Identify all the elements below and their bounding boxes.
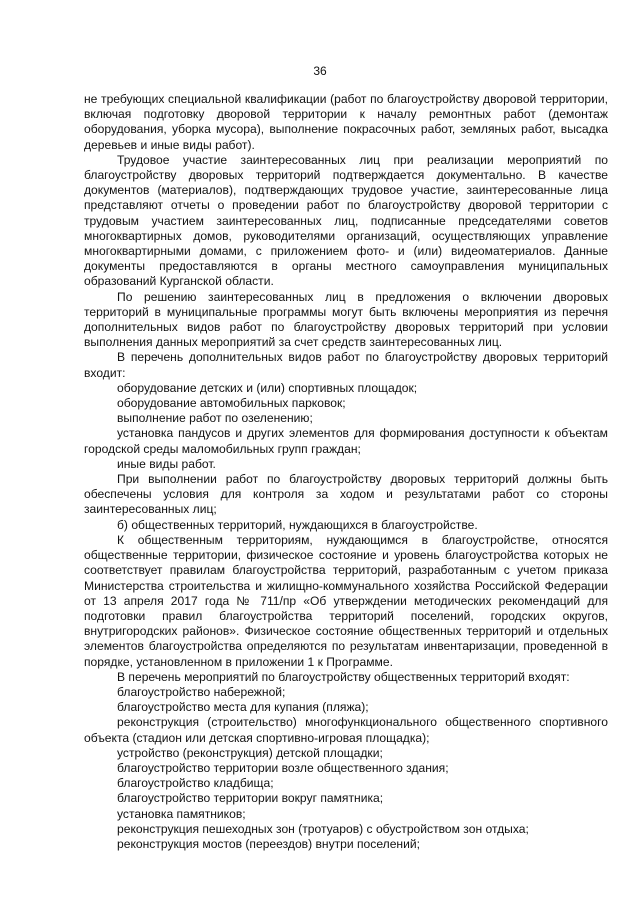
list-item: благоустройство территории вокруг памятника; — [117, 791, 384, 806]
list-item: благоустройство кладбища; — [117, 776, 274, 791]
list-item: иные виды работ. — [117, 456, 216, 471]
list-item: благоустройство места для купания (пляжа); — [117, 700, 369, 715]
subsection-heading: б) общественных территорий, нуждающихся в благоустройстве. — [117, 517, 478, 532]
paragraph-additional-works-intro: В перечень дополнительных видов работ по благоустройству дворовых территорий входит: — [84, 350, 608, 380]
paragraph-continuation: не требующих специальной квалификации (работ по благоустройству дворовой территории, включая подготовку дворовой территории к началу ремонтных работ (демонтаж оборудования, уборка мусора), выполнение покрасочных работ, земляных работ, высадка деревьев и иные виды работ). — [84, 92, 608, 152]
document-body — [84, 92, 608, 852]
list-item: благоустройство территории возле общественного здания; — [117, 760, 449, 775]
list-item: благоустройство набережной; — [117, 684, 286, 699]
paragraph-control-conditions: При выполнении работ по благоустройству дворовых территорий должны быть обеспечены условия для контроля за ходом и результатами работ со стороны заинтересованных лиц; — [84, 472, 608, 517]
paragraph-public-territories: К общественным территориям, нуждающимся в благоустройстве, относятся общественные территории, физическое состояние и уровень благоустройства которых не соответствует правилам благоустройства территорий, разработанным с учетом приказа Министерства строительства и жилищно-коммунального хозяйства Российской Федерации от 13 апреля 2017 года № 711/пр «Об утверждении методических рекомендаций для подготовки правил благоустройства территорий поселений, городских округов, внутригородских районов». Физическое состояние общественных территорий и отдельных элементов благоустройства определяются по результатам инвентаризации, проведенной в порядке, установленном в приложении 1 к Программе. — [84, 532, 608, 669]
paragraph-public-works-intro: В перечень мероприятий по благоустройству общественных территорий входят: — [117, 669, 570, 684]
list-item: оборудование детских и (или) спортивных площадок; — [117, 380, 418, 395]
list-item: установка памятников; — [117, 806, 246, 821]
list-item: оборудование автомобильных парковок; — [117, 396, 346, 411]
list-item: реконструкция пешеходных зон (тротуаров) с обустройством зон отдыха; — [117, 821, 529, 836]
paragraph-labor-participation: Трудовое участие заинтересованных лиц при реализации мероприятий по благоустройству дворовых территорий подтверждается документально. В качестве документов (материалов), подтверждающих трудовое участие, заинтересованные лица представляют отчеты о проведении работ по благоустройству дворовой территории с трудовым участием заинтересованных лиц, подписанные председателями советов многоквартирных домов, руководителями организаций, осуществляющих управление многоквартирными домами, с приложением фото- и (или) видеоматериалов. Данные документы предоставляются в органы местного самоуправления муниципальных образований Курганской области. — [84, 152, 608, 289]
list-item: выполнение работ по озеленению; — [117, 411, 313, 426]
list-item: устройство (реконструкция) детской площадки; — [117, 745, 383, 760]
page-number: 36 — [313, 64, 327, 78]
paragraph-decision-of-parties: По решению заинтересованных лиц в предложения о включении дворовых территорий в муниципальные программы могут быть включены мероприятия из перечня дополнительных видов работ по благоустройству дворовых территорий при условии выполнения данных мероприятий за счет средств заинтересованных лиц. — [84, 289, 608, 350]
list-item: установка пандусов и других элементов для формирования доступности к объектам городской среды маломобильных групп граждан; — [84, 426, 608, 456]
list-item: реконструкция (строительство) многофункционального общественного спортивного объекта (стадион или детская спортивно-игровая площадка); — [84, 715, 608, 745]
list-item: реконструкция мостов (переездов) внутри поселений; — [117, 836, 420, 851]
